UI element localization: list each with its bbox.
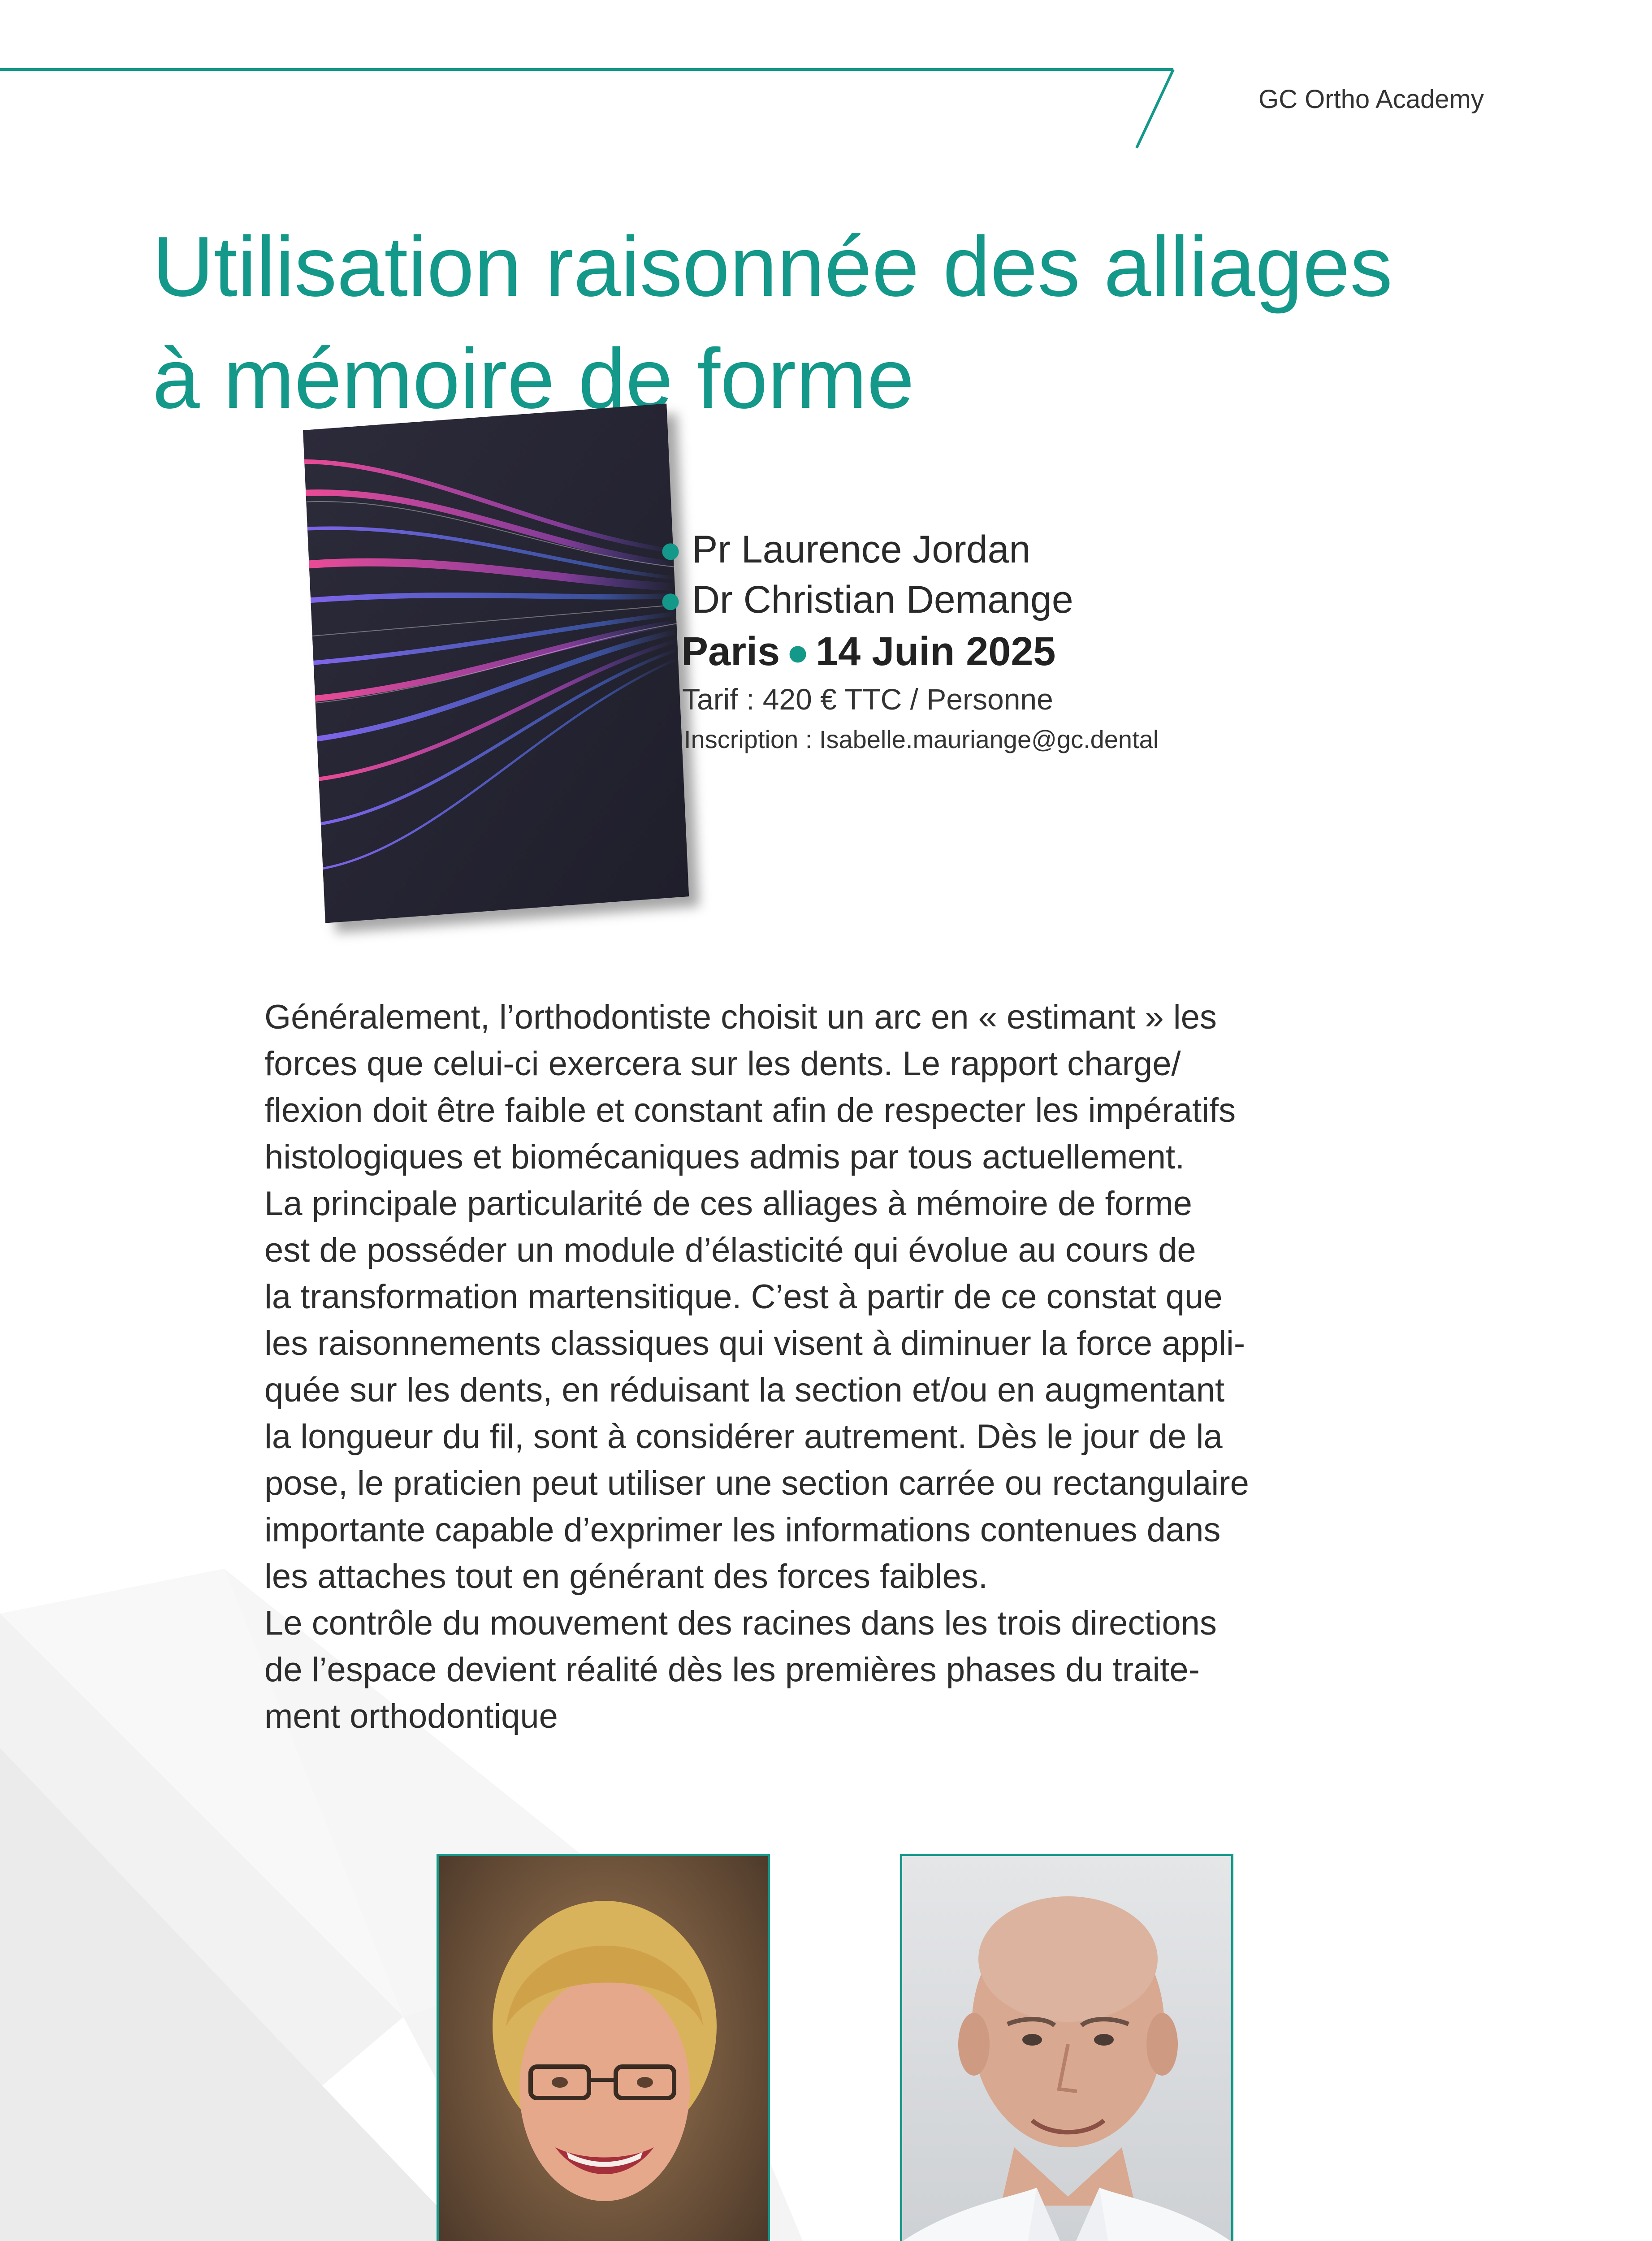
bullet-icon: ●	[659, 578, 682, 621]
text-line: est de posséder un module d’élasticité qui évolue au cours de	[264, 1231, 1196, 1269]
paragraph	[264, 994, 1475, 1181]
text-line: histologiques et biomécaniques admis par tous actuellement.	[264, 1138, 1185, 1176]
text-line: importante capable d’exprimer les informations contenues dans	[264, 1511, 1221, 1549]
page-title	[152, 211, 1497, 435]
bullet-icon: ●	[659, 528, 682, 571]
event-city: Paris	[681, 629, 780, 674]
text-line: les attaches tout en générant des forces faibles.	[264, 1557, 988, 1596]
text-line: forces que celui-ci exercera sur les dents. Le rapport charge/	[264, 1045, 1181, 1083]
event-price: Tarif : 420 € TTC / Personne	[682, 683, 1053, 716]
text-line: La principale particularité de ces alliages à mémoire de forme	[264, 1185, 1192, 1223]
speaker-line	[659, 524, 1510, 575]
bullet-icon: ●	[786, 631, 810, 674]
text-line: Le contrôle du mouvement des racines dans les trois directions	[264, 1604, 1217, 1642]
paragraph	[264, 1181, 1475, 1600]
speaker-name: Pr Laurence Jordan	[692, 528, 1031, 571]
course-description	[264, 994, 1475, 1740]
text-line: la longueur du fil, sont à considérer autrement. Dès le jour de la	[264, 1418, 1223, 1456]
event-registration: Inscription : Isabelle.mauriange@gc.dental	[684, 725, 1159, 753]
org-name: GC Ortho Academy	[1258, 85, 1484, 114]
text-line: flexion doit être faible et constant afin de respecter les impératifs	[264, 1091, 1236, 1129]
text-line: les raisonnements classiques qui visent à diminuer la force appli-	[264, 1324, 1245, 1363]
text-line: pose, le praticien peut utiliser une section carrée ou rectangulaire	[264, 1464, 1249, 1502]
speaker-line	[659, 575, 1510, 625]
text-line: de l’espace devient réalité dès les premières phases du traite-	[264, 1651, 1200, 1689]
text-line: Généralement, l’orthodontiste choisit un arc en « estimant » les	[264, 998, 1217, 1036]
speaker-name: Dr Christian Demange	[692, 578, 1073, 621]
event-info	[659, 524, 1510, 760]
text-line: quée sur les dents, en réduisant la section et/ou en augmentant	[264, 1371, 1225, 1409]
event-location-date	[681, 625, 1510, 679]
page-title-line-1: Utilisation raisonnée des alliages	[152, 219, 1393, 314]
text-line: ment orthodontique	[264, 1697, 558, 1735]
page-title-line-2: à mémoire de forme	[152, 331, 915, 426]
course-cover-image	[303, 404, 689, 923]
speaker-photo-jordan	[437, 1854, 770, 2241]
paragraph	[264, 1600, 1475, 1740]
speaker-photo-demange	[900, 1854, 1233, 2241]
event-date: 14 Juin 2025	[816, 629, 1056, 674]
text-line: la transformation martensitique. C’est à partir de ce constat que	[264, 1278, 1223, 1316]
